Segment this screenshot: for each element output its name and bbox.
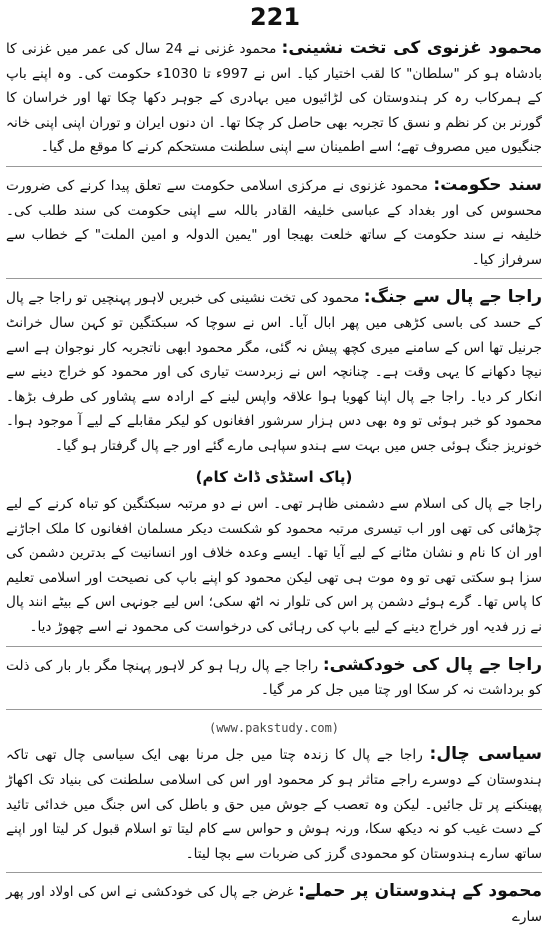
section-heading: محمود غزنوی کی تخت نشینی: [281,38,542,58]
watermark-url-line [6,716,542,741]
page-number: 221 [249,3,301,31]
divider [6,278,542,279]
section-sanad [6,173,542,272]
section-heading: راجا جے پال کی خودکشی: [322,654,543,675]
section-heading: سند حکومت: [433,174,543,195]
section-body: محمود کی تخت نشینی کی خبریں لاہور پہنچیں تو راجا جے پال کے حسد کی باسی کڑھی میں پھر ابال آیا۔ اس نے سوچا کہ سبکتگین تو کہن سال خرانٹ جرنیل تھا اس کے سامنے میری کچھ پیش نہ گئی، مگر محمود ابھی ناتجربہ کار نوجوان ہے اسے نیچا دکھانے کا یہی وقت ہے۔ چنانچہ اس نے زبردست تیاری کی اور محمود کو خراج دینے سے انکار کر دیا۔ راجا جے پال اپنا کھویا ہوا علاقہ واپس لینے کے ارادہ سے پشاور کی طرف بڑھا۔ محمود کو خبر ہوئی تو وہ بھی دس ہزار سرشور افغانوں کو لیکر مقابلے کے لیے آ موجود ہوا۔ خونریز جنگ ہوئی جس میں بہت سے ہندو سپاہی مارے گئے اور جے پال گرفتار ہو گیا۔ [6,290,542,454]
section-suicide [6,653,542,703]
section-heading: محمود کے ہندوستان پر حملے: [298,881,542,902]
section-body: راجا جے پال کا زندہ چتا میں جل مرنا بھی ایک سیاسی چال تھی تاکہ ہندوستان کے دوسرے راجے متاثر ہو کر محمود اور اس کی اسلامی سلطنت کی بنیاد تک اکھاڑ پھینکنے پر تل جائیں۔ لیکن وہ تعصب کے جوش میں حق و باطل کی اس جنگ میں خدائی تائید کے دست غیب کو نہ دیکھ سکا، ورنہ ہوش و حواس سے کام لیتا تو اسلام قبول کر لیتا اور اپنے ساتھ سارے ہندوستان کو محمودی گرز کی ضربات سے بچا لیتا۔ [6,747,542,862]
section-heading: سیاسی چال: [429,744,542,765]
section-political-move [6,742,542,866]
section-body: محمود غزنی نے 24 سال کی عمر میں غزنی کا بادشاہ ہو کر "سلطان" کا لقب اختیار کیا۔ اس نے 997ء تا 1030ء حکومت کی۔ وہ اپنے باپ کے ہمرکاب رہ کر ہندوستان کی لڑائیوں میں بہادری کے جوہر دکھا چکا تھا اور خراسان کا گورنر بن کر نظم و نسق کا تجربہ بھی حاصل کر چکا تھا۔ ان دنوں ایران و توران اپنی اپنی خانہ جنگیوں میں مصروف تھے؛ اسے اطمینان سے اپنی سلطنت مستحکم کرنے کا موقع مل گیا۔ [6,41,542,156]
section-enmity [6,492,542,640]
section-body: راجا جے پال کی اسلام سے دشمنی ظاہر تھی۔ اس نے دو مرتبہ سبکتگین کو تباہ کرنے کے لیے چڑھائی کی تھی اور اب تیسری مرتبہ محمود کو شکست دیکر مسلمان افغانوں کا ملک اجاڑنے اور ان کا نام و نشان مٹانے کے لیے آیا تھا۔ ایسے وعدہ خلاف اور انسانیت کے بدترین دشمن کی سزا ہو سکتی تھی تو وہ موت ہی تھی لیکن محمود کو اپنے باپ کی نصیحت اور اسلامی تعلیم کا پاس تھا۔ گرے ہوئے دشمن پر اس کی تلوار نہ اٹھ سکی؛ اس لیے جونہی اس کے بیٹے انند پال نے زر فدیہ اور خراج دینے کے لیے باپ کی رہائی کی درخواست کی محمود نے اسے چھوڑ دیا۔ [6,496,542,636]
section-body: محمود غزنوی نے مرکزی اسلامی حکومت سے تعلق پیدا کرنے کی ضرورت محسوس کی اور بغداد کے عباسی خلیفہ القادر باللہ سے اپنی حکومت کی سند طلب کی۔ خلیفہ نے سند حکومت کے ساتھ خلعت بھیجا اور "یمین الدولہ و امین الملت" کے خطاب سے سرفراز کیا۔ [6,177,542,268]
section-heading: راجا جے پال سے جنگ: [363,287,542,308]
section-body: غرض جے پال کی خودکشی نے اس کی اولاد اور پھر سارے [6,884,542,925]
divider [6,646,542,647]
divider [6,166,542,167]
divider [6,872,542,873]
section-war-jaipal [6,285,542,458]
site-url-watermark: (www.pakstudy.com) [208,720,340,735]
section-attacks [6,879,542,929]
divider [6,709,542,710]
section-body: راجا جے پال رہا ہو کر لاہور پہنچا مگر بار بار کی ذلت کو برداشت نہ کر سکا اور چتا میں جل کر مر گیا۔ [6,657,542,699]
page-content [6,36,542,936]
watermark-line [6,465,542,491]
site-watermark: (پاک اسٹڈی ڈاٹ کام) [195,467,353,486]
section-accession [6,36,542,160]
